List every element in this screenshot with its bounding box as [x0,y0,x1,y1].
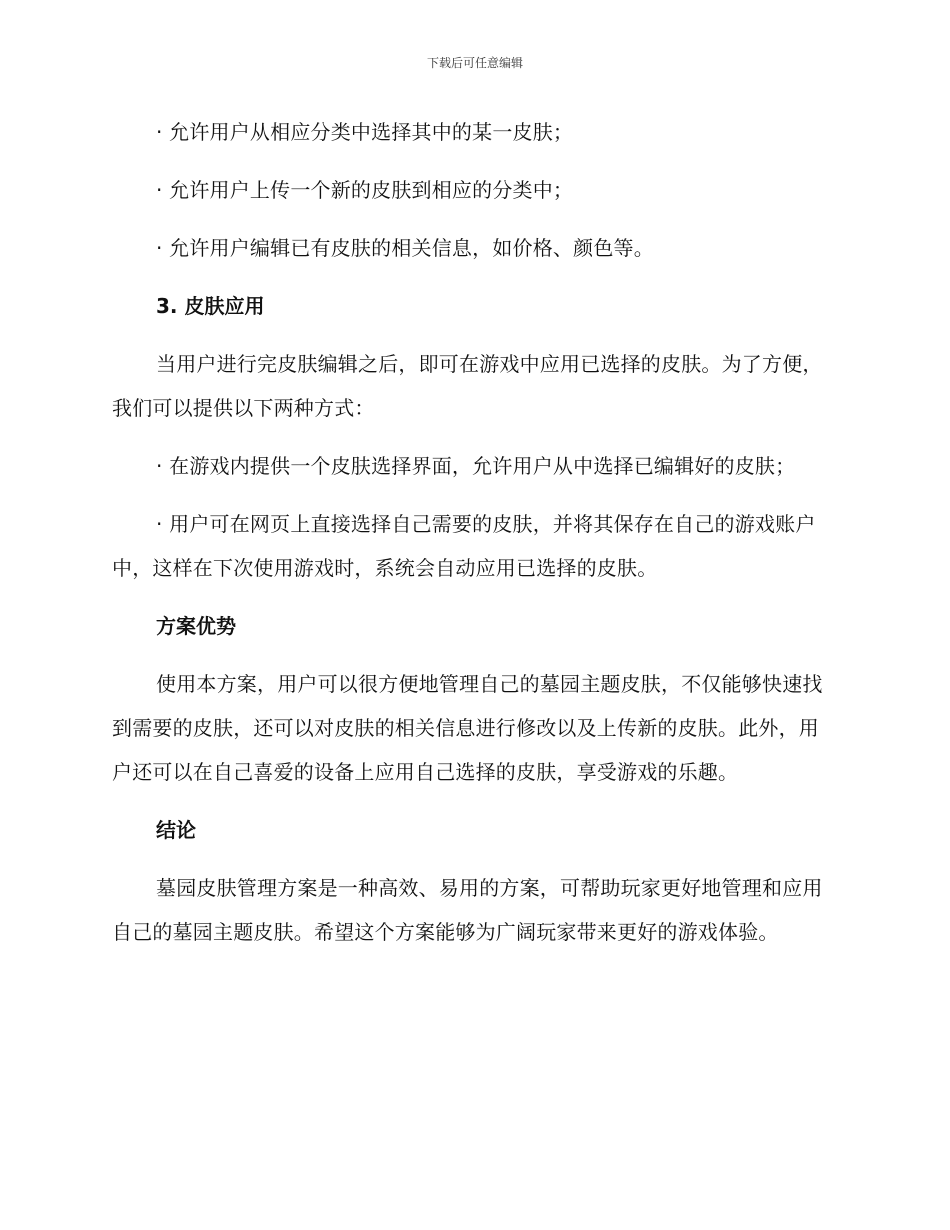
section-heading-conclusion: 结论 [156,818,196,842]
bullet-select-skin: · 允许用户从相应分类中选择其中的某一皮肤； [156,120,574,144]
paragraph-conclusion: 墓园皮肤管理方案是一种高效、易用的方案，可帮助玩家更好地管理和应用自己的墓园主题皮肤。希望这个方案能够为广阔玩家带来更好的游戏体验。 [112,876,823,944]
section-heading-advantages: 方案优势 [156,614,236,638]
bullet-upload-skin: · 允许用户上传一个新的皮肤到相应的分类中； [156,178,574,202]
document-body [112,110,832,968]
bullet-edit-skin: · 允许用户编辑已有皮肤的相关信息，如价格、颜色等。 [156,236,654,260]
bullet-web-selection: · 用户可在网页上直接选择自己需要的皮肤，并将其保存在自己的游戏账户中，这样在下次使用游戏时，系统会自动应用已选择的皮肤。 [112,512,816,580]
bullet-in-game-selection: · 在游戏内提供一个皮肤选择界面，允许用户从中选择已编辑好的皮肤； [156,454,796,478]
paragraph-skin-apply-intro: 当用户进行完皮肤编辑之后，即可在游戏中应用已选择的皮肤。为了方便，我们可以提供以下两种方式： [112,352,823,420]
paragraph-advantages: 使用本方案，用户可以很方便地管理自己的墓园主题皮肤，不仅能够快速找到需要的皮肤，还可以对皮肤的相关信息进行修改以及上传新的皮肤。此外，用户还可以在自己喜爱的设备上应用自己选择的皮肤，享受游戏的乐趣。 [112,672,823,784]
section-heading-skin-apply: 3. 皮肤应用 [156,294,265,318]
page-header: 下载后可任意编辑 [426,56,523,70]
